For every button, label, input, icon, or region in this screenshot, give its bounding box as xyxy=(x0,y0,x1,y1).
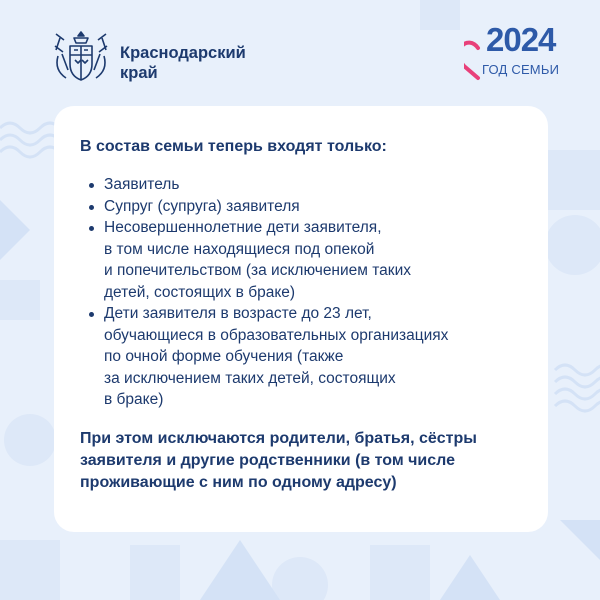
list-item xyxy=(80,174,530,196)
list-item-text: Супруг (супруга) заявителя xyxy=(104,197,300,215)
region-name xyxy=(120,43,246,83)
region-name-line1: Краснодарский xyxy=(120,44,246,62)
list-item-text: Несовершеннолетние дети заявителя, в том числе находящиеся под опекой и попечительством (за исключением таких детей, состоящих в браке) xyxy=(104,219,411,301)
info-card xyxy=(54,106,548,532)
region-name-line2: край xyxy=(120,64,158,82)
bullet-icon xyxy=(89,205,94,210)
year-caption: ГОД СЕМЬИ xyxy=(482,62,560,77)
list-item xyxy=(80,303,530,411)
header xyxy=(0,0,600,100)
card-heading: В состав семьи теперь входят только: xyxy=(80,138,387,155)
bullet-icon xyxy=(89,183,94,188)
family-members-list xyxy=(80,174,530,411)
list-item-text: Дети заявителя в возрасте до 23 лет, обучающиеся в образовательных организациях по очной форме обучения (также за исключением таких детей, состоящих в браке) xyxy=(104,305,449,408)
card-footer-note: При этом исключаются родители, братья, сёстры заявителя и другие родственники (в том числе проживающие с ним по одному адресу) xyxy=(80,430,477,491)
bullet-icon xyxy=(89,312,94,317)
list-item xyxy=(80,196,530,218)
bullet-icon xyxy=(89,226,94,231)
year-2024: 2024 xyxy=(486,21,556,58)
krasnodar-coat-of-arms-icon xyxy=(52,30,110,84)
list-item-text: Заявитель xyxy=(104,176,180,193)
list-item xyxy=(80,217,530,303)
